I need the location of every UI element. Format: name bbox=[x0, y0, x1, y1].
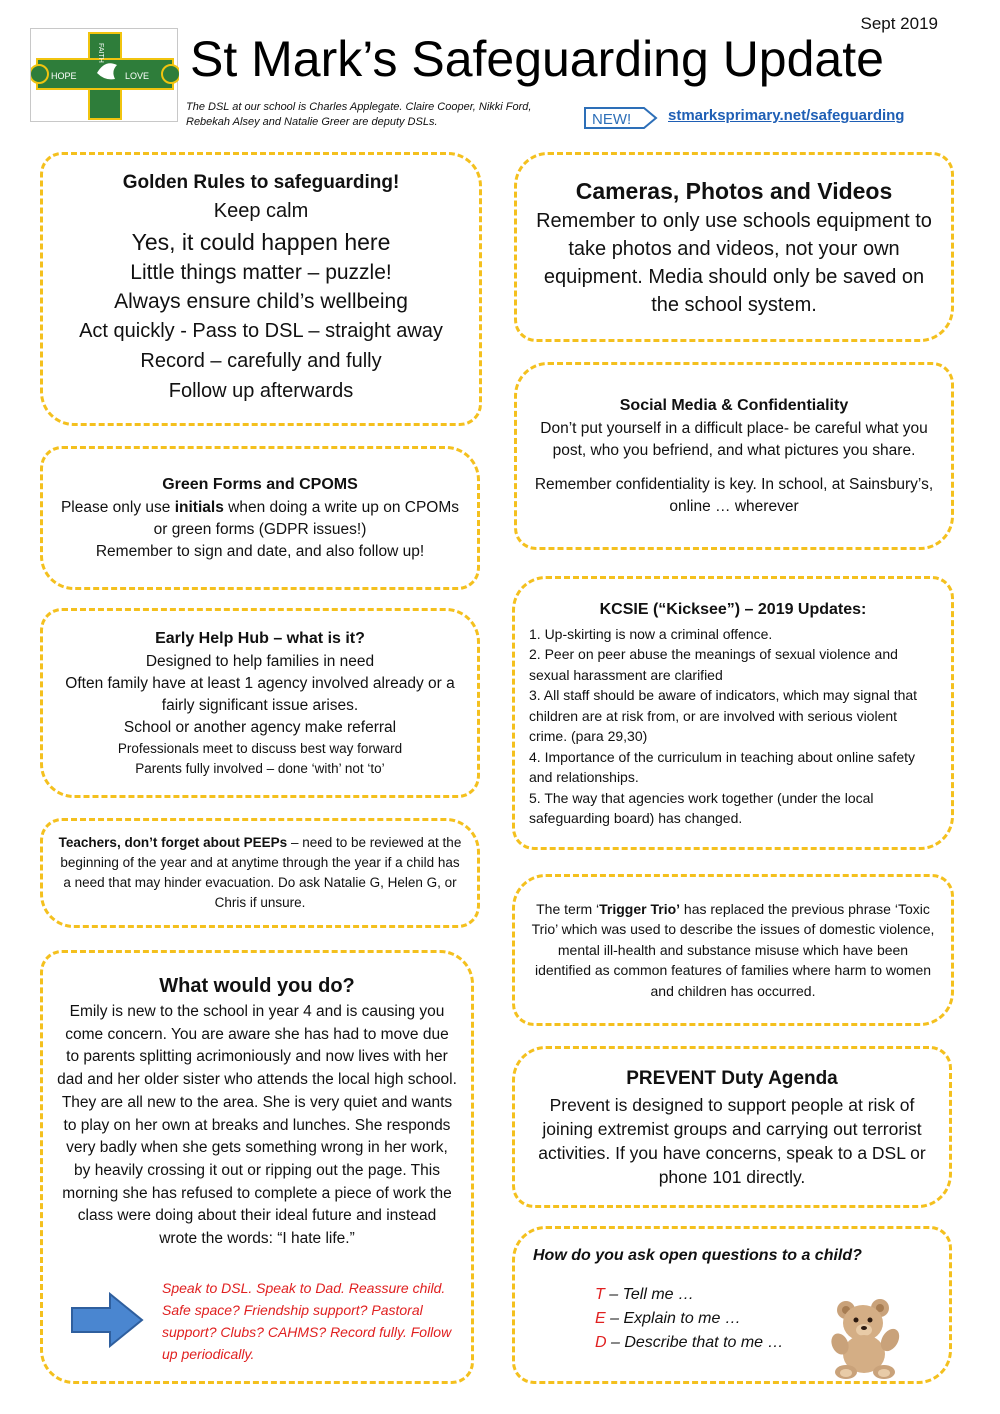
green-forms-reminder: Remember to sign and date, and also follow up! bbox=[95, 543, 425, 560]
school-logo bbox=[30, 28, 178, 122]
golden-rule: Follow up afterwards bbox=[168, 380, 354, 402]
trigger-trio-box bbox=[512, 874, 954, 1026]
early-help-title: Early Help Hub – what is it? bbox=[155, 630, 365, 647]
early-help-line: School or another agency make referral bbox=[123, 719, 397, 736]
kcsie-list bbox=[529, 624, 937, 829]
peeps-box bbox=[40, 818, 480, 928]
early-help-line: Often family have at least 1 agency involved already or a fairly significant issue arises. bbox=[65, 675, 455, 714]
kcsie-box bbox=[512, 576, 954, 850]
teddy-bear-icon bbox=[824, 1296, 908, 1380]
social-media-title: Social Media & Confidentiality bbox=[619, 397, 849, 414]
early-help-small-line: Parents fully involved – done ‘with’ not ‘to’ bbox=[135, 761, 385, 776]
golden-rule: Little things matter – puzzle! bbox=[130, 261, 392, 284]
golden-rule: Always ensure child’s wellbeing bbox=[114, 290, 408, 313]
page-title: St Mark’s Safeguarding Update bbox=[190, 31, 884, 87]
early-help-box bbox=[40, 608, 480, 798]
cameras-text: Remember to only use schools equipment to take photos and videos, not your own equipment. Media should only be saved on the school system. bbox=[536, 210, 932, 316]
kcsie-item: 5. The way that agencies work together (under the local safeguarding board) has changed. bbox=[529, 789, 874, 826]
ted-row: D – Describe that to me … bbox=[595, 1334, 784, 1351]
social-media-text: Don’t put yourself in a difficult place- be careful what you post, who you befriend, and what pictures you share. bbox=[540, 420, 928, 459]
golden-rule: Act quickly - Pass to DSL – straight away bbox=[79, 320, 443, 342]
golden-rule: Yes, it could happen here bbox=[131, 229, 391, 255]
kcsie-title: KCSIE (“Kicksee”) – 2019 Updates: bbox=[599, 600, 867, 618]
logo-word-love: LOVE bbox=[125, 71, 150, 81]
new-badge-label: NEW! bbox=[592, 111, 632, 128]
open-questions-title: How do you ask open questions to a child? bbox=[533, 1247, 862, 1264]
trigger-trio-text: The term ‘Trigger Trio’ has replaced the previous phrase ‘Toxic Trio’ which was used to describe the issues of domestic violence, mental ill-health and substance misuse which have been identified as common features of families where harm to women and children has occurred. bbox=[531, 900, 935, 999]
cameras-box bbox=[514, 152, 954, 342]
new-badge bbox=[584, 104, 658, 132]
green-forms-title: Green Forms and CPOMS bbox=[162, 476, 358, 493]
peeps-text: Teachers, don’t forget about PEEPs – need to be reviewed at the beginning of the year and at anytime through the year if a child has a need that may hinder evacuation. Do ask Natalie G, Helen G, or Chris if unsure. bbox=[58, 835, 462, 910]
golden-rules-title: Golden Rules to safeguarding! bbox=[122, 172, 400, 193]
golden-rules-box bbox=[40, 152, 482, 426]
arrow-right-icon bbox=[70, 1292, 144, 1348]
logo-word-faith: FAITH bbox=[97, 43, 104, 63]
scenario-text: Emily is new to the school in year 4 and is causing you come concern. You are aware she has had to move due to parents splitting acrimoniously and now lives with her dad and her older sister who attends the local high school. They are all new to the area. She is very quiet and wants to play on her own at breaks and lunches. She responds very badly when she gets something wrong in her work, by heavily crossing it out or ripping out the page. This morning she has refused to complete a piece of work the class were doing about their ideal future and instead wrote the words: “I hate life.” bbox=[57, 1003, 457, 1248]
golden-rule: Keep calm bbox=[213, 200, 309, 222]
logo-word-hope: HOPE bbox=[51, 71, 77, 81]
prevent-box bbox=[512, 1046, 952, 1208]
social-media-box bbox=[514, 362, 954, 550]
ted-row: T – Tell me … bbox=[595, 1286, 694, 1303]
ted-row: E – Explain to me … bbox=[595, 1310, 741, 1327]
prevent-text: Prevent is designed to support people at risk of joining extremist groups and carrying out terrorist activities. If you have concerns, speak to a DSL or phone 101 directly. bbox=[538, 1095, 926, 1187]
trigger-trio-term: Trigger Trio’ bbox=[599, 900, 681, 917]
what-would-you-do-title: What would you do? bbox=[159, 975, 355, 997]
dsl-note: The DSL at our school is Charles Applegate. Claire Cooper, Nikki Ford, Rebekah Alsey and Natalie Greer are deputy DSLs. bbox=[186, 101, 532, 128]
kcsie-item: 1. Up-skirting is now a criminal offence. bbox=[529, 625, 773, 642]
safeguarding-link[interactable]: stmarksprimary.net/safeguarding bbox=[668, 107, 905, 124]
green-forms-text: Please only use initials when doing a write up on CPOMs or green forms (GDPR issues!) bbox=[60, 499, 460, 538]
golden-rule: Record – carefully and fully bbox=[140, 350, 382, 372]
kcsie-item: 4. Importance of the curriculum in teaching about online safety and relationships. bbox=[529, 748, 915, 785]
issue-date: Sept 2019 bbox=[860, 14, 938, 33]
confidentiality-text: Remember confidentiality is key. In school, at Sainsbury’s, online … wherever bbox=[534, 476, 934, 515]
green-forms-box bbox=[40, 446, 480, 590]
cameras-title: Cameras, Photos and Videos bbox=[575, 178, 893, 204]
kcsie-item: 3. All staff should be aware of indicators, which may signal that children are at risk from, or are involved with serious violent crime. (para 29,30) bbox=[529, 687, 918, 744]
peeps-heading: Teachers, don’t forget about PEEPs bbox=[58, 835, 288, 850]
kcsie-item: 2. Peer on peer abuse the meanings of sexual violence and sexual harassment are clarified bbox=[529, 646, 898, 683]
prevent-title: PREVENT Duty Agenda bbox=[626, 1068, 838, 1089]
early-help-line: Designed to help families in need bbox=[145, 653, 375, 670]
initials-emphasis: initials bbox=[174, 499, 224, 516]
suggested-answer: Speak to DSL. Speak to Dad. Reassure child. Safe space? Friendship support? Pastoral support? Clubs? CAHMS? Record fully. Follow up periodically. bbox=[162, 1280, 452, 1362]
early-help-small-line: Professionals meet to discuss best way forward bbox=[117, 741, 403, 756]
